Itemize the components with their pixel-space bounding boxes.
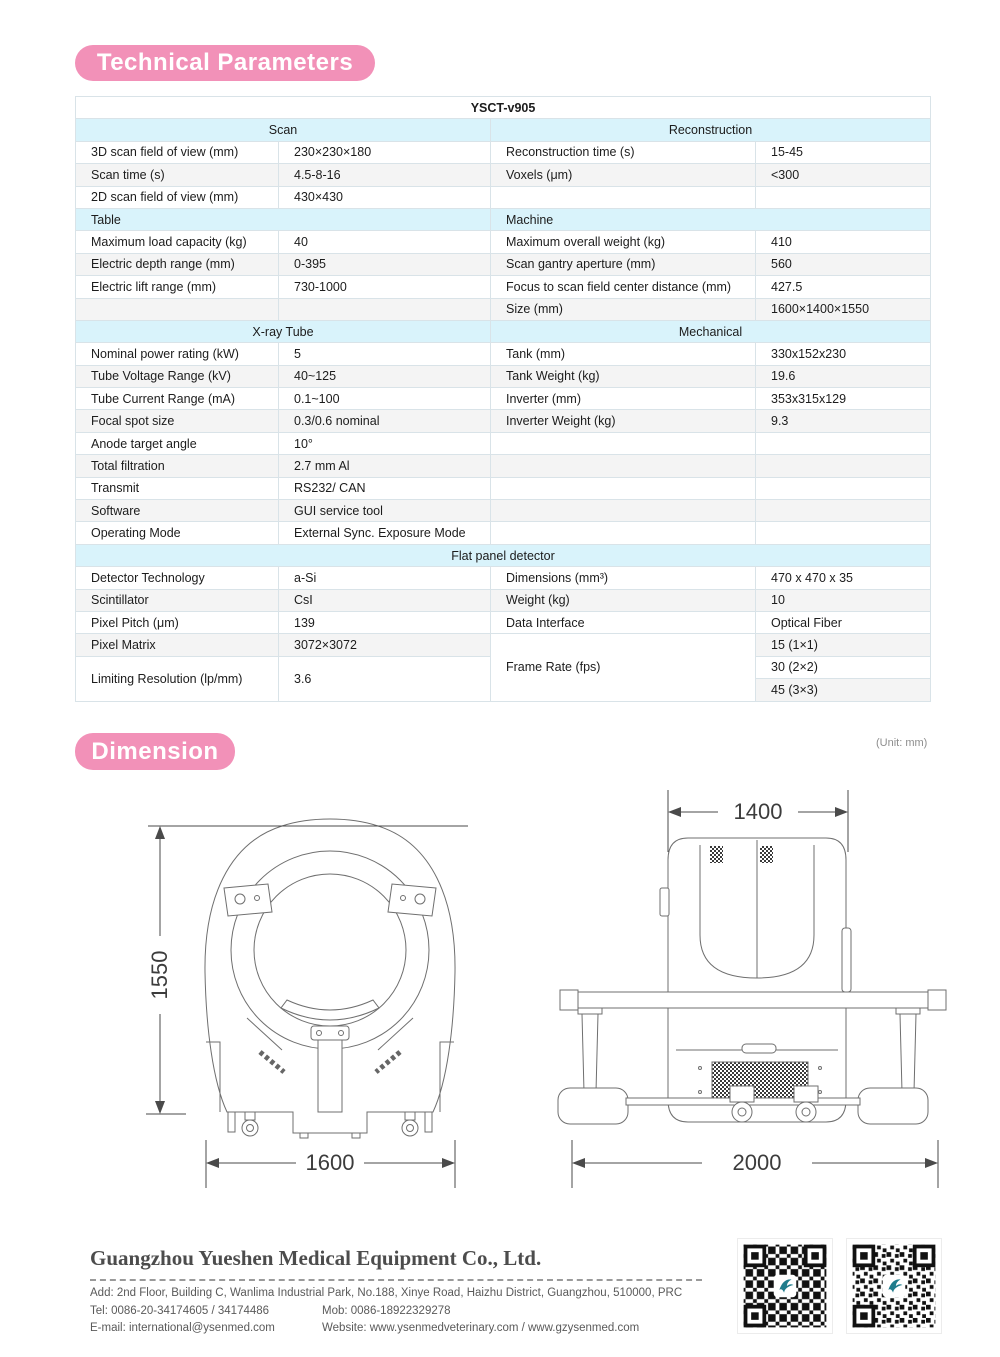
table-row xyxy=(76,477,931,499)
spec-value: 0.3/0.6 nominal xyxy=(279,410,491,432)
right-caster xyxy=(402,1120,418,1136)
table-row xyxy=(76,97,931,119)
right-table-leg xyxy=(900,1014,916,1092)
spec-value: 40~125 xyxy=(279,365,491,387)
empty-cell xyxy=(491,522,756,544)
contact-block xyxy=(90,1285,715,1338)
spec-value: 470 x 470 x 35 xyxy=(756,567,931,589)
table-row xyxy=(76,410,931,432)
spec-value: 40 xyxy=(279,231,491,253)
empty-cell xyxy=(76,298,279,320)
spec-label: Size (mm) xyxy=(491,298,756,320)
table-beam xyxy=(570,992,936,1008)
left-mount-plate xyxy=(224,884,272,916)
spec-value: 3.6 xyxy=(279,656,491,701)
top-vent-right xyxy=(760,846,773,863)
spec-label: Pixel Matrix xyxy=(76,634,279,656)
side-depth-label: 2000 xyxy=(732,1150,782,1175)
spec-value: Optical Fiber xyxy=(756,611,931,633)
dashed-divider xyxy=(90,1279,702,1281)
empty-cell xyxy=(491,455,756,477)
side-depth-dimension xyxy=(572,1140,938,1188)
dimension-title: Dimension xyxy=(91,737,219,765)
empty-cell xyxy=(756,500,931,522)
dimension-badge xyxy=(75,733,235,770)
spec-value: 3072×3072 xyxy=(279,634,491,656)
side-panel xyxy=(842,928,851,992)
spec-value: 427.5 xyxy=(756,276,931,298)
spec-label: Transmit xyxy=(76,477,279,499)
table-row xyxy=(76,522,931,544)
empty-cell xyxy=(491,186,756,208)
table-row xyxy=(76,208,931,230)
model-name: YSCT-v905 xyxy=(76,97,931,119)
front-width-dimension xyxy=(206,1140,455,1188)
table-row xyxy=(76,634,931,656)
empty-cell xyxy=(491,477,756,499)
empty-cell xyxy=(756,477,931,499)
spec-label: Maximum overall weight (kg) xyxy=(491,231,756,253)
spec-value: 730-1000 xyxy=(279,276,491,298)
technical-parameters-badge xyxy=(75,45,375,81)
spec-label: 2D scan field of view (mm) xyxy=(76,186,279,208)
spec-value: 10° xyxy=(279,432,491,454)
spec-label: Tank Weight (kg) xyxy=(491,365,756,387)
front-height-label: 1550 xyxy=(147,950,172,1000)
side-caster-right xyxy=(796,1102,816,1122)
table-row xyxy=(76,432,931,454)
table-row xyxy=(76,253,931,275)
spec-label: Tube Voltage Range (kV) xyxy=(76,365,279,387)
qr-code-left xyxy=(737,1238,833,1334)
spec-value: 2.7 mm Al xyxy=(279,455,491,477)
spec-value: GUI service tool xyxy=(279,500,491,522)
spec-value: <300 xyxy=(756,164,931,186)
empty-cell xyxy=(491,500,756,522)
table-row xyxy=(76,388,931,410)
company-website: Website: www.ysenmedveterinary.com / www.gzysenmed.com xyxy=(322,1322,640,1334)
spec-value: 5 xyxy=(279,343,491,365)
table-row xyxy=(76,589,931,611)
table-row xyxy=(76,186,931,208)
spec-label: Detector Technology xyxy=(76,567,279,589)
spec-value: 30 (2×2) xyxy=(756,656,931,678)
empty-cell xyxy=(756,455,931,477)
table-row xyxy=(76,567,931,589)
spec-label: Data Interface xyxy=(491,611,756,633)
spec-value: RS232/ CAN xyxy=(279,477,491,499)
specs-table xyxy=(75,96,931,702)
section-header-flat-panel: Flat panel detector xyxy=(76,544,931,566)
spec-label: Focus to scan field center distance (mm) xyxy=(491,276,756,298)
side-view-drawing xyxy=(558,838,946,1124)
company-name: Guangzhou Yueshen Medical Equipment Co., Ltd. xyxy=(90,1246,542,1270)
side-caster-left xyxy=(732,1102,752,1122)
table-row xyxy=(76,164,931,186)
spec-label: 3D scan field of view (mm) xyxy=(76,141,279,163)
right-table-foot xyxy=(858,1088,928,1124)
table-row xyxy=(76,231,931,253)
side-width-label: 1400 xyxy=(733,799,783,824)
left-table-foot xyxy=(558,1088,628,1124)
table-row xyxy=(76,298,931,320)
spec-value: 1600×1400×1550 xyxy=(756,298,931,320)
company-email: E-mail: international@ysenmed.com xyxy=(90,1322,275,1334)
table-row xyxy=(76,320,931,342)
spec-label: Limiting Resolution (lp/mm) xyxy=(76,656,279,701)
spec-label: Tank (mm) xyxy=(491,343,756,365)
section-header-mechanical: Mechanical xyxy=(491,320,931,342)
spec-value: 330x152x230 xyxy=(756,343,931,365)
right-mount-plate xyxy=(388,884,436,916)
right-foot-peg xyxy=(425,1112,432,1132)
company-tel: Tel: 0086-20-34174605 / 34174486 xyxy=(90,1304,270,1317)
spec-value: 0.1~100 xyxy=(279,388,491,410)
table-row xyxy=(76,343,931,365)
bore-opening xyxy=(254,874,406,1026)
spec-value: 15-45 xyxy=(756,141,931,163)
spec-label: Inverter Weight (kg) xyxy=(491,410,756,432)
panel-slot xyxy=(742,1044,776,1053)
spec-value: 560 xyxy=(756,253,931,275)
table-row xyxy=(76,544,931,566)
empty-cell xyxy=(756,432,931,454)
dimension-drawings xyxy=(0,780,1000,1210)
table-row xyxy=(76,119,931,141)
spec-label: Scan time (s) xyxy=(76,164,279,186)
spec-label: Voxels (μm) xyxy=(491,164,756,186)
spec-label: Scan gantry aperture (mm) xyxy=(491,253,756,275)
spec-value: 19.6 xyxy=(756,365,931,387)
empty-cell xyxy=(756,186,931,208)
spec-label: Anode target angle xyxy=(76,432,279,454)
section-header-machine: Machine xyxy=(491,208,931,230)
table-row xyxy=(76,365,931,387)
empty-cell xyxy=(756,522,931,544)
spec-value: 45 (3×3) xyxy=(756,679,931,701)
spec-label: Dimensions (mm³) xyxy=(491,567,756,589)
table-row xyxy=(76,500,931,522)
table-row xyxy=(76,611,931,633)
technical-parameters-title: Technical Parameters xyxy=(96,49,354,76)
spec-value: 9.3 xyxy=(756,410,931,432)
section-header-reconstruction: Reconstruction xyxy=(491,119,931,141)
spec-value: 230×230×180 xyxy=(279,141,491,163)
spec-value: 10 xyxy=(756,589,931,611)
spec-label: Maximum load capacity (kg) xyxy=(76,231,279,253)
spec-label: Reconstruction time (s) xyxy=(491,141,756,163)
spec-value: 15 (1×1) xyxy=(756,634,931,656)
section-header-scan: Scan xyxy=(76,119,491,141)
spec-label: Electric lift range (mm) xyxy=(76,276,279,298)
beam-right-cap xyxy=(928,990,946,1010)
pedestal-column xyxy=(318,1040,342,1112)
spec-label: Weight (kg) xyxy=(491,589,756,611)
company-address: Add: 2nd Floor, Building C, Wanlima Industrial Park, No.188, Xinye Road, Haizhu District, Guangzhou, 510000, PRC xyxy=(90,1287,683,1299)
spec-label: Tube Current Range (mA) xyxy=(76,388,279,410)
side-handle xyxy=(660,888,669,916)
table-row xyxy=(76,455,931,477)
front-width-label: 1600 xyxy=(305,1150,355,1175)
section-header-table: Table xyxy=(76,208,491,230)
spec-value: External Sync. Exposure Mode xyxy=(279,522,491,544)
spec-label: Operating Mode xyxy=(76,522,279,544)
section-header-xray: X-ray Tube xyxy=(76,320,491,342)
spec-label: Pixel Pitch (μm) xyxy=(76,611,279,633)
spec-label: Electric depth range (mm) xyxy=(76,253,279,275)
spec-label: Total filtration xyxy=(76,455,279,477)
unit-note: (Unit: mm) xyxy=(876,737,928,749)
spec-label-frame-rate: Frame Rate (fps) xyxy=(491,634,756,701)
beam-left-cap xyxy=(560,990,578,1010)
spec-value: 430×430 xyxy=(279,186,491,208)
empty-cell xyxy=(279,298,491,320)
table-row xyxy=(76,276,931,298)
spec-label: Scintillator xyxy=(76,589,279,611)
top-vent-left xyxy=(710,846,723,863)
left-caster xyxy=(242,1120,258,1136)
empty-cell xyxy=(491,432,756,454)
spec-value: 139 xyxy=(279,611,491,633)
spec-label: Inverter (mm) xyxy=(491,388,756,410)
company-mob: Mob: 0086-18922329278 xyxy=(322,1304,451,1317)
spec-value: 4.5-8-16 xyxy=(279,164,491,186)
spec-value: 0-395 xyxy=(279,253,491,275)
spec-label: Focal spot size xyxy=(76,410,279,432)
table-row xyxy=(76,141,931,163)
front-view-drawing xyxy=(205,819,455,1138)
spec-label: Nominal power rating (kW) xyxy=(76,343,279,365)
spec-value: 410 xyxy=(756,231,931,253)
spec-value: 353x315x129 xyxy=(756,388,931,410)
left-foot-peg xyxy=(228,1112,235,1132)
spec-label: Software xyxy=(76,500,279,522)
spec-value: a-Si xyxy=(279,567,491,589)
qr-code-right xyxy=(846,1238,942,1334)
left-table-leg xyxy=(582,1014,598,1092)
spec-value: CsI xyxy=(279,589,491,611)
